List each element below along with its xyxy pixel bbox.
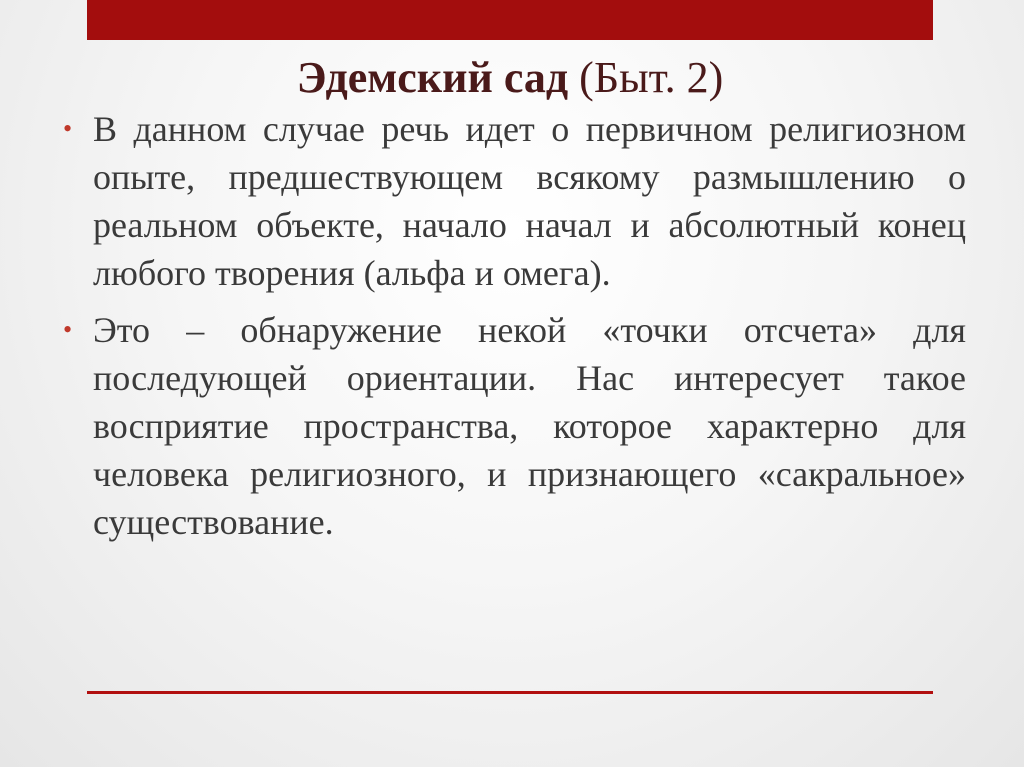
top-accent-bar bbox=[87, 0, 933, 40]
slide-title bbox=[87, 50, 933, 106]
slide-title-main: Эдемский сад bbox=[296, 53, 569, 102]
bottom-divider bbox=[87, 691, 933, 694]
bullet-text: Это – обнаружение некой «точки отсчета» для последующей ориентации. Нас интересует такое восприятие пространства, которое характерно для человека религиозного, и признающего «сакральное» существование. bbox=[93, 310, 966, 542]
slide-title-reference: (Быт. 2) bbox=[568, 53, 724, 102]
bullet-text: В данном случае речь идет о первичном религиозном опыте, предшествующем всякому размышлению о реальном объекте, начало начал и абсолютный конец любого творения (альфа и омега). bbox=[93, 109, 966, 293]
bullet-marker: • bbox=[63, 114, 73, 143]
bullet-item bbox=[63, 306, 966, 546]
slide-body bbox=[63, 105, 966, 555]
bullet-item bbox=[63, 105, 966, 297]
bullet-marker: • bbox=[63, 315, 73, 344]
